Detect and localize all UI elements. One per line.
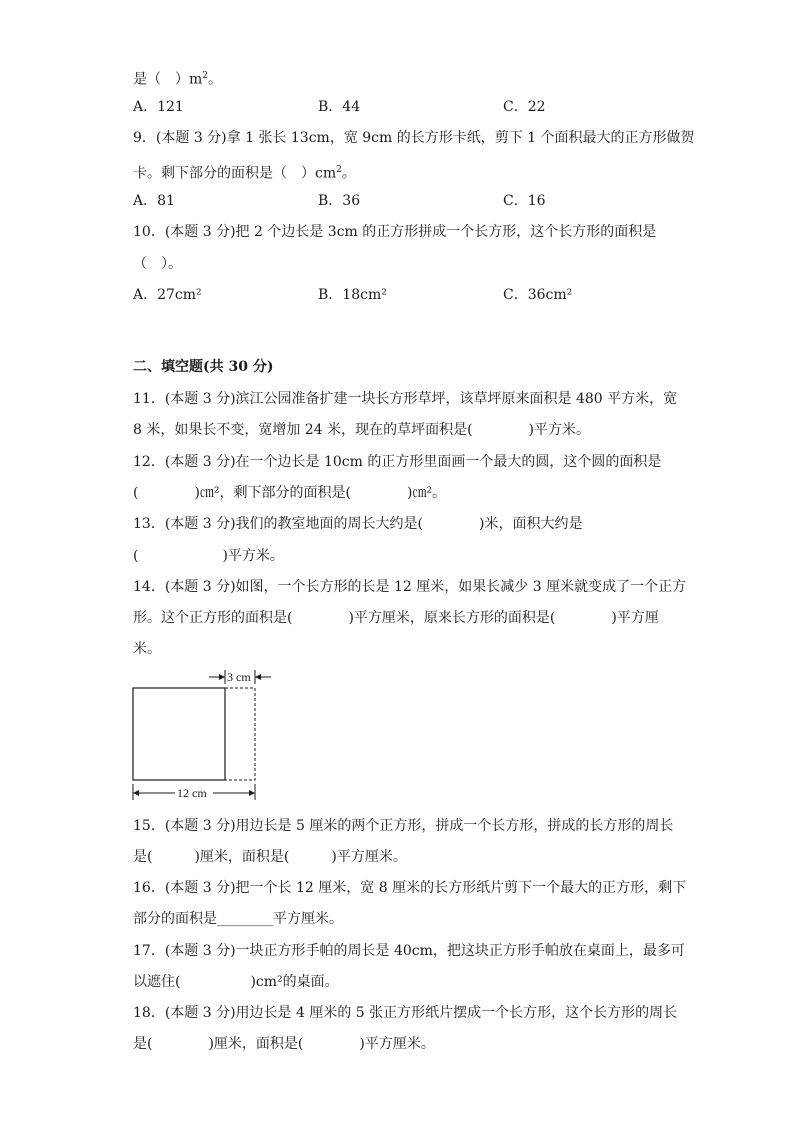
q14-line2: 形。这个正方形的面积是( )平方厘米，原来长方形的面积是( )平方厘 <box>133 610 659 626</box>
q12-line2: ( )㎝²，剩下部分的面积是( )㎝²。 <box>133 485 447 501</box>
rectangle-figure <box>125 664 275 804</box>
q13-line1: 13．(本题 3 分)我们的教室地面的周长大约是( )米，面积大约是 <box>133 516 583 532</box>
q16-line1: 16．(本题 3 分)把一个长 12 厘米，宽 8 厘米的长方形纸片剪下一个最大的正方形，剩下 <box>133 880 687 896</box>
q9-option-c: C．16 <box>503 193 546 209</box>
q8-option-a: A．121 <box>133 99 184 115</box>
section-title: 二、填空题(共 30 分) <box>133 359 274 375</box>
q12-line1: 12．(本题 3 分)在一个边长是 10cm 的正方形里面画一个最大的圆，这个圆的面积是 <box>133 454 662 470</box>
q8-sup: 2 <box>202 71 209 81</box>
q8-option-c: C．22 <box>503 99 546 115</box>
square-outline <box>133 688 225 780</box>
q8-line1 <box>133 66 222 90</box>
cut-strip-dashed <box>225 688 255 780</box>
q10-option-a: A．27cm² <box>133 287 202 303</box>
top-arrowhead-left <box>219 674 225 680</box>
q10-option-b: B．18cm² <box>318 287 387 303</box>
q13-line2: ( )平方米。 <box>133 548 284 564</box>
q8-line1-text: 是（ ）m <box>133 71 203 88</box>
bottom-dimension-label: 12 cm <box>177 786 207 800</box>
q8-line1-end: 。 <box>208 71 223 88</box>
q18-line1: 18．(本题 3 分)用边长是 4 厘米的 5 张正方形纸片摆成一个长方形，这个长方形的周长 <box>133 1005 678 1021</box>
q17-line1: 17．(本题 3 分)一块正方形手帕的周长是 40cm，把这块正方形手帕放在桌面上，最多可 <box>133 943 685 959</box>
q14-line1: 14．(本题 3 分)如图，一个长方形的长是 12 厘米，如果长减少 3 厘米就变成了一个正方 <box>133 579 687 595</box>
q17-line2: 以遮住( )cm²的桌面。 <box>133 974 339 990</box>
q15-line1: 15．(本题 3 分)用边长是 5 厘米的两个正方形，拼成一个长方形，拼成的长方形的周长 <box>133 818 674 834</box>
q15-line2: 是( )厘米，面积是( )平方厘米。 <box>133 849 407 865</box>
q9-line2 <box>133 160 356 184</box>
q18-line2: 是( )厘米，面积是( )平方厘米。 <box>133 1036 435 1052</box>
q11-line1: 11．(本题 3 分)滨江公园准备扩建一块长方形草坪，该草坪原来面积是 480 平方米，宽 <box>133 391 678 407</box>
q9-line2-text: 卡。剩下部分的面积是（ ）cm <box>133 165 337 182</box>
q9-sup: 2 <box>336 165 342 175</box>
bottom-arrowhead-left <box>133 790 139 796</box>
q8-option-b: B．44 <box>318 99 361 115</box>
top-arrowhead-right <box>255 674 261 680</box>
q9-line2-end: 。 <box>341 165 356 182</box>
q9-line1: 9．(本题 3 分)拿 1 张长 13cm，宽 9cm 的长方形卡纸，剪下 1 个面积最大的正方形做贺 <box>133 130 695 146</box>
q14-line3: 米。 <box>133 641 161 657</box>
q9-option-a: A．81 <box>133 193 175 209</box>
q10-line2: （ ）。 <box>133 256 182 272</box>
top-dimension-label: 3 cm <box>227 670 251 684</box>
q11-line2: 8 米，如果长不变，宽增加 24 米，现在的草坪面积是( )平方米。 <box>133 422 590 438</box>
bottom-arrowhead-right <box>249 790 255 796</box>
q10-line1: 10．(本题 3 分)把 2 个边长是 3cm 的正方形拼成一个长方形，这个长方形的面积是 <box>133 224 657 240</box>
q16-line2: 部分的面积是________平方厘米。 <box>133 911 343 927</box>
q10-option-c: C．36cm² <box>503 287 573 303</box>
q9-option-b: B．36 <box>318 193 361 209</box>
